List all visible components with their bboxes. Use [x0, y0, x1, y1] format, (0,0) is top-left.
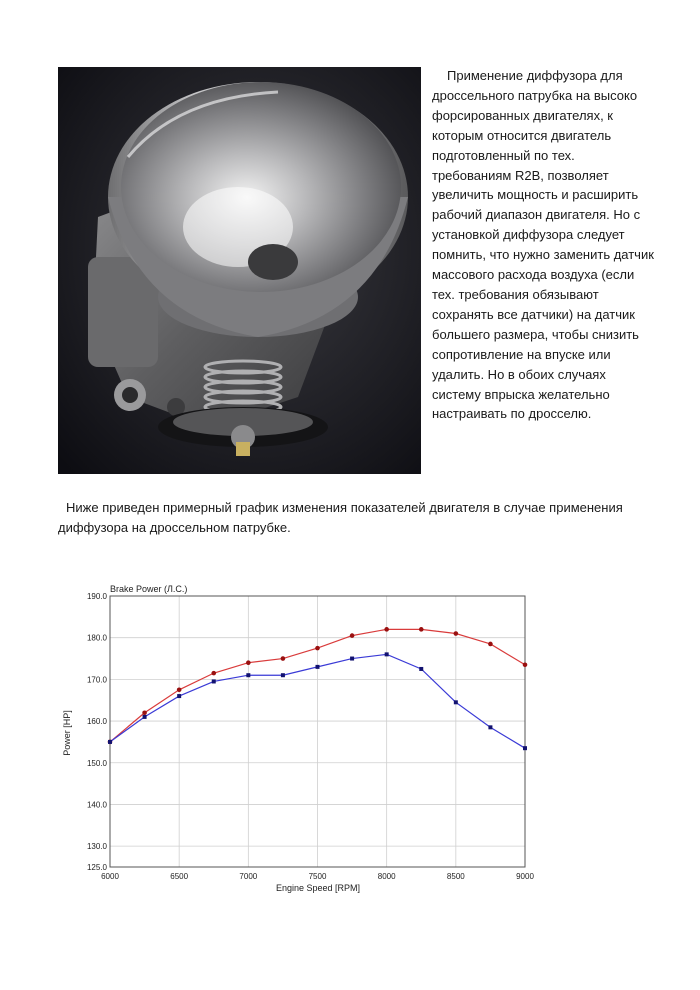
- data-point: [384, 627, 389, 632]
- y-tick-label: 125.0: [86, 863, 107, 872]
- x-axis-ticks: [101, 872, 534, 881]
- data-point: [108, 740, 112, 744]
- data-point: [142, 710, 147, 715]
- y-axis-ticks: [87, 592, 108, 872]
- data-point: [143, 715, 147, 719]
- data-point: [385, 652, 389, 656]
- data-point: [212, 679, 216, 683]
- x-tick-label: 6500: [170, 872, 189, 881]
- power-chart: [60, 580, 540, 900]
- x-tick-label: 8500: [446, 872, 465, 881]
- data-point: [523, 746, 527, 750]
- x-tick-label: 7000: [239, 872, 258, 881]
- data-point: [523, 662, 528, 667]
- y-tick-label: 140.0: [86, 800, 107, 810]
- data-point: [281, 673, 285, 677]
- data-point: [211, 671, 216, 676]
- data-point: [246, 660, 251, 665]
- data-point: [281, 656, 286, 661]
- intro-paragraph: Применение диффузора для дроссельного патрубка на высоко форсированных двигателях, к которым относится двигатель подготовленный по тех. требованиям R2B, позволяет увеличить мощность и расширить рабочий диапазон двигателя. Но с установкой диффузора следует помнить, что нужно заменить датчик массового расхода воздуха (если тех. требования обязывают сохранять все датчики) на датчик большего размера, чтобы снизить сопротивление на впуске или удалить. Но в обоих случаях систему впрыска желательно настраивать по дросселю.: [432, 68, 654, 422]
- data-point: [419, 627, 424, 632]
- x-tick-label: 8000: [377, 872, 396, 881]
- data-point: [246, 673, 250, 677]
- data-point: [454, 631, 459, 636]
- intro-text-block: [432, 66, 654, 424]
- x-tick-label: 7500: [308, 872, 327, 881]
- chart-caption: Ниже приведен примерный график изменения показателей двигателя в случае применения диффузора на дроссельном патрубке.: [58, 500, 623, 535]
- data-point: [488, 725, 492, 729]
- x-tick-label: 6000: [101, 872, 119, 881]
- data-point: [419, 667, 423, 671]
- y-tick-label: 190.0: [86, 592, 107, 601]
- throttle-diffuser-photo: [58, 67, 421, 474]
- x-axis-label: Engine Speed [RPM]: [275, 883, 361, 893]
- y-tick-label: 160.0: [86, 717, 107, 727]
- data-point: [315, 646, 320, 651]
- chart-caption-block: [58, 498, 658, 538]
- y-tick-label: 130.0: [86, 842, 107, 852]
- y-tick-label: 180.0: [86, 633, 107, 643]
- data-point: [177, 688, 182, 693]
- data-point: [350, 633, 355, 638]
- y-tick-label: 150.0: [86, 758, 107, 768]
- chart-title: Brake Power (Л.С.): [110, 584, 188, 594]
- y-tick-label: 170.0: [86, 675, 107, 685]
- data-point: [454, 700, 458, 704]
- x-tick-label: 9000: [516, 872, 534, 881]
- data-point: [177, 694, 181, 698]
- photo-illustration: [58, 67, 421, 474]
- data-point: [350, 657, 354, 661]
- data-point: [316, 665, 320, 669]
- chart-grid: [110, 596, 525, 867]
- y-axis-label: Power [HP]: [62, 710, 72, 756]
- data-point: [488, 642, 493, 647]
